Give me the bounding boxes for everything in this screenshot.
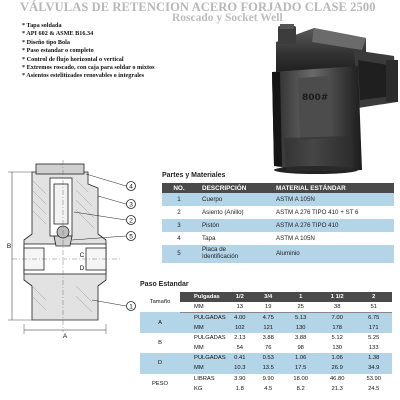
dimension-value: 1.8 <box>235 385 244 392</box>
callout-number: 4 <box>129 183 133 191</box>
table-row <box>162 245 394 263</box>
dimension-label: B <box>158 339 162 346</box>
unit-label-mm: MM <box>180 302 226 312</box>
part-number: 3 <box>162 219 196 232</box>
part-description: Pistón <box>196 219 270 232</box>
part-number: 1 <box>162 193 196 206</box>
dimension-value: 0.41 <box>226 353 254 363</box>
dimension-value: 130 <box>332 345 343 352</box>
dimension-value: 7.00 <box>319 312 356 322</box>
size-mm: 25 <box>282 302 319 312</box>
dimension-value: 98 <box>297 345 304 352</box>
dimension-value: 178 <box>319 323 356 333</box>
dimension-value: 9.90 <box>262 375 274 382</box>
part-description <box>196 245 270 263</box>
part-material: Aluminio <box>270 245 394 263</box>
dimension-value: 46.80 <box>329 375 345 382</box>
unit-label: KG <box>194 385 203 392</box>
feature-item: * Asientos estelitizados renovables o integrales <box>22 72 145 80</box>
dimension-value: 26.9 <box>319 363 356 373</box>
part-number: 2 <box>177 209 181 216</box>
dimension-value: 10.3 <box>226 363 254 373</box>
size-inch: 1/2 <box>226 292 254 302</box>
page-subtitle: Roscado y Socket Well <box>172 12 283 24</box>
parts-table <box>162 183 394 263</box>
dimension-label: A <box>140 312 180 332</box>
dimension-value: 3.88 <box>295 334 307 341</box>
sizes-table <box>140 292 392 394</box>
unit-label: MM <box>180 323 226 333</box>
dimension-value: 24.5 <box>368 385 380 392</box>
unit-label: PULGADAS <box>180 312 226 322</box>
dimension-value: 1.06 <box>319 353 356 363</box>
feature-item: * API 602 & ASME B16.34 <box>22 30 94 38</box>
dimension-value: 13.5 <box>254 363 282 373</box>
feature-list <box>22 22 155 81</box>
feature-item: * Paso estandar o completo <box>22 47 94 55</box>
dimension-value: 76 <box>264 345 272 352</box>
dimension-value: 6.75 <box>355 312 392 322</box>
table-row <box>162 193 394 206</box>
dimension-value: 4.00 <box>226 312 254 322</box>
dimension-b-label: B <box>6 243 12 250</box>
valve-stamp: 800# <box>302 93 329 103</box>
callout-number: 1 <box>129 303 133 311</box>
part-number: 4 <box>177 235 181 242</box>
size-inch: 1 <box>282 292 319 302</box>
unit-label: MM <box>194 345 204 352</box>
unit-label-inches: Pulgadas <box>180 292 226 302</box>
size-inch: 1 1/2 <box>319 292 356 302</box>
part-description: Asiento (Anillo) <box>202 209 244 216</box>
valve-photo <box>254 20 400 175</box>
page-title: VÁLVULAS DE RETENCION ACERO FORJADO CLASE 2500 <box>20 0 376 14</box>
dimension-value: 5.13 <box>282 312 319 322</box>
size-mm: 13 <box>226 302 254 312</box>
dimension-value: 5.12 <box>331 334 343 341</box>
dimension-value: 1.38 <box>355 353 392 363</box>
size-column-header: Tamaño <box>149 299 171 306</box>
dimension-value: 3.90 <box>234 375 246 382</box>
part-description-line: Identificación <box>202 253 239 260</box>
dimension-value: 8.2 <box>296 385 305 392</box>
unit-label: PULGADAS <box>194 334 226 341</box>
table-row <box>140 333 392 343</box>
dimension-value: 4.5 <box>264 385 273 392</box>
dimension-value: 18.00 <box>293 375 308 382</box>
feature-item: * Extremos roscado, con caja para soldar o mixtos <box>22 64 155 72</box>
dimension-value: 54 <box>236 345 244 352</box>
dimension-value: 21.3 <box>331 385 343 392</box>
dimension-value: 17.5 <box>282 363 319 373</box>
callout-number: 5 <box>129 233 133 241</box>
dimension-label: PESO <box>151 380 169 387</box>
part-material: ASTM A 105N <box>276 235 315 242</box>
unit-label: LIBRAS <box>194 375 215 382</box>
dimension-c-label: C <box>79 252 85 259</box>
size-mm: 19 <box>254 302 282 312</box>
table-row <box>162 232 394 245</box>
dimension-value: 171 <box>355 323 392 333</box>
column-header-no: NO. <box>162 183 196 193</box>
table-row <box>162 219 394 232</box>
dimension-value: 130 <box>282 323 319 333</box>
part-description: Cuerpo <box>196 193 270 206</box>
size-mm: 38 <box>319 302 356 312</box>
dimension-a-label: A <box>62 333 68 340</box>
dimension-value: 2.13 <box>234 334 246 341</box>
feature-item: * Diseño tipo Bola <box>22 38 70 46</box>
callout-number: 3 <box>129 201 133 209</box>
size-inch: 2 <box>355 292 392 302</box>
size-mm: 51 <box>355 302 392 312</box>
dimension-value: 4.75 <box>254 312 282 322</box>
dimension-value: 53.90 <box>366 375 381 382</box>
unit-label: MM <box>180 363 226 373</box>
sizes-section-title: Paso Estandar <box>140 281 189 288</box>
parts-section-title: Partes y Materiales <box>162 172 226 179</box>
table-row <box>140 292 392 302</box>
part-material: ASTM A 276 TIPO 410 <box>270 219 394 232</box>
column-header-description: DESCRIPCIÓN <box>196 183 270 193</box>
callout-number: 2 <box>129 217 133 225</box>
part-material: ASTM A 276 TIPO 410 + ST 6 <box>276 209 359 216</box>
dimension-value: 34.9 <box>355 363 392 373</box>
dimension-value: 5.25 <box>368 334 380 341</box>
feature-item: * Control de flujo horizontal o vertical <box>22 55 124 63</box>
table-row <box>162 206 394 219</box>
feature-item: * Tapa soldada <box>22 22 62 29</box>
dimension-value: 102 <box>226 323 254 333</box>
valve-section-drawing <box>2 160 152 340</box>
size-inch: 3/4 <box>254 292 282 302</box>
dimension-label: D <box>140 353 180 373</box>
part-number: 5 <box>162 245 196 263</box>
part-material: ASTM A 105N <box>270 193 394 206</box>
column-header-material: MATERIAL ESTÁNDAR <box>270 183 394 193</box>
part-description-line: Placa de <box>202 246 227 254</box>
table-row <box>140 312 392 322</box>
table-row <box>140 374 392 384</box>
table-row <box>140 353 392 363</box>
part-description: Tapa <box>202 235 216 242</box>
dimension-value: 133 <box>368 345 379 352</box>
dimension-value: 1.06 <box>282 353 319 363</box>
parts-table-header <box>162 183 394 193</box>
dimension-value: 0.53 <box>254 353 282 363</box>
dimension-value: 121 <box>254 323 282 333</box>
dimension-d-label: D <box>79 265 85 272</box>
dimension-value: 3.88 <box>262 334 274 341</box>
unit-label: PULGADAS <box>180 353 226 363</box>
